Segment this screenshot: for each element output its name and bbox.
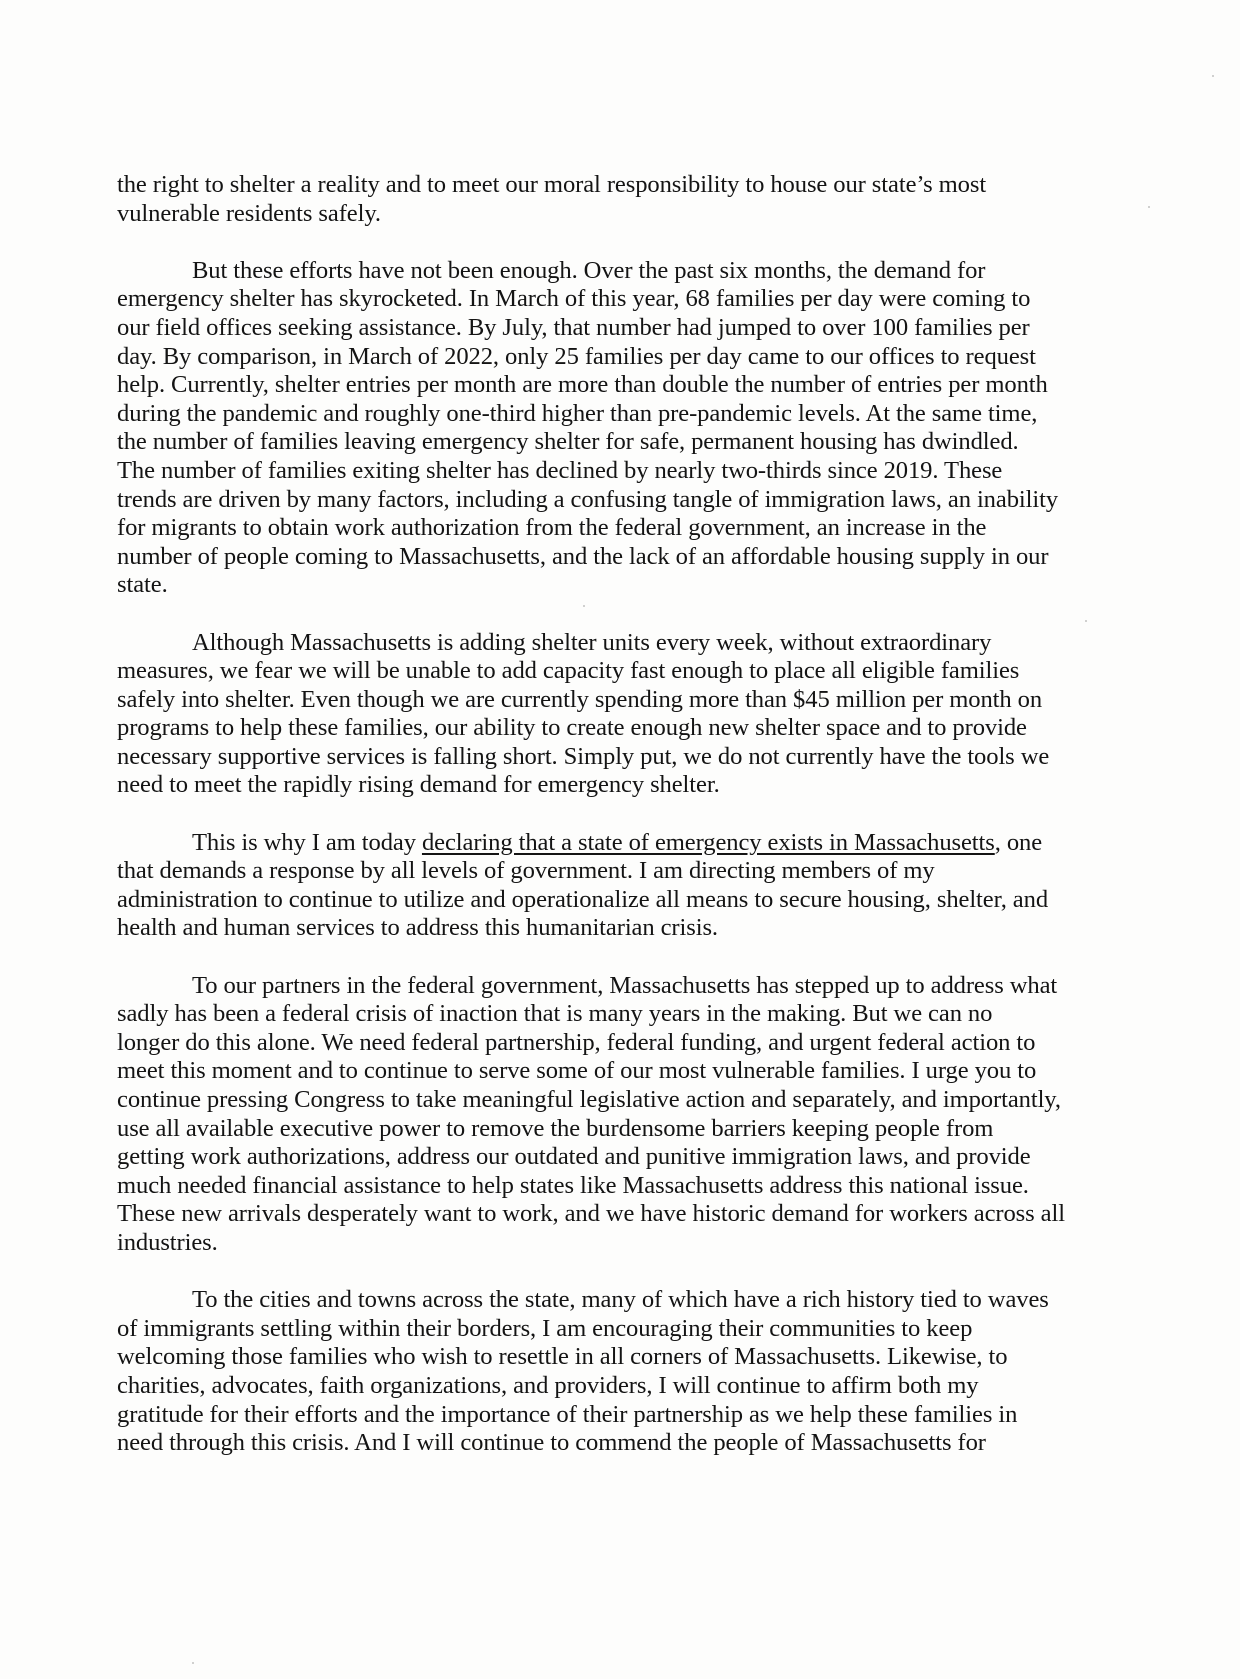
paragraph-5: [117, 972, 1117, 1258]
text-line: help. Currently, shelter entries per month are more than double the number of entries per month: [117, 371, 1048, 399]
text-line: Although Massachusetts is adding shelter units every week, without extraordinary: [192, 628, 992, 656]
text-line: The number of families exiting shelter has declined by nearly two-thirds since 2019. These: [117, 456, 1003, 484]
paragraph-1: [117, 171, 1117, 228]
text-line: emergency shelter has skyrocketed. In March of this year, 68 families per day were coming to: [117, 285, 1031, 313]
text-line: necessary supportive services is falling short. Simply put, we do not currently have the tools we: [117, 742, 1050, 770]
scan-speck: [583, 605, 585, 607]
paragraph-4: [117, 829, 1117, 943]
text-line: meet this moment and to continue to serve some of our most vulnerable families. I urge you to: [117, 1057, 1037, 1085]
text-line: To the cities and towns across the state, many of which have a rich history tied to waves: [192, 1286, 1049, 1314]
text-line: for migrants to obtain work authorization from the federal government, an increase in the: [117, 514, 987, 542]
text-line: the right to shelter a reality and to meet our moral responsibility to house our state’s most: [117, 171, 987, 198]
text-line: To our partners in the federal government, Massachusetts has stepped up to address what: [192, 971, 1058, 999]
text-line: much needed financial assistance to help states like Massachusetts address this national issue.: [117, 1171, 1029, 1199]
paragraph-3: [117, 629, 1117, 801]
letter-body: [117, 171, 1117, 1458]
text-line: charities, advocates, faith organizations, and providers, I will continue to affirm both my: [117, 1371, 979, 1399]
text-line: sadly has been a federal crisis of inaction that is many years in the making. But we can no: [117, 1000, 993, 1028]
text-line: [117, 829, 1117, 858]
scan-speck: [192, 1662, 194, 1664]
text-line: industries.: [117, 1228, 218, 1256]
text-line: need to meet the rapidly rising demand for emergency shelter.: [117, 771, 720, 799]
paragraph-2: [117, 257, 1117, 600]
emergency-declaration-text: declaring that a state of emergency exists in Massachusetts: [421, 828, 995, 856]
text-line: state.: [117, 571, 168, 599]
text-line: welcoming those families who wish to resettle in all corners of Massachusetts. Likewise, to: [117, 1343, 1008, 1371]
text-line: administration to continue to utilize and operationalize all means to secure housing, shelter, and: [117, 885, 1049, 913]
text-line: the number of families leaving emergency shelter for safe, permanent housing has dwindled.: [117, 428, 1019, 456]
text-line: These new arrivals desperately want to work, and we have historic demand for workers across all: [117, 1200, 1065, 1228]
text-line: vulnerable residents safely.: [117, 199, 381, 227]
text-line: during the pandemic and roughly one-third higher than pre-pandemic levels. At the same time,: [117, 399, 1038, 427]
text-line: need through this crisis. And I will continue to commend the people of Massachusetts for: [117, 1429, 986, 1457]
scan-speck: [1148, 206, 1150, 208]
paragraph-gap: [117, 800, 1117, 829]
text-line: health and human services to address this humanitarian crisis.: [117, 914, 718, 942]
scan-speck: [1212, 75, 1214, 77]
paragraph-gap: [117, 943, 1117, 972]
text-line: safely into shelter. Even though we are currently spending more than $45 million per month on: [117, 685, 1043, 713]
text-line: that demands a response by all levels of government. I am directing members of my: [117, 857, 935, 885]
text-line: gratitude for their efforts and the importance of their partnership as we help these families in: [117, 1400, 1018, 1428]
text-line: of immigrants settling within their borders, I am encouraging their communities to keep: [117, 1314, 973, 1342]
text-run: This is why I am today: [192, 828, 422, 856]
paragraph-gap: [117, 228, 1117, 257]
text-line: measures, we fear we will be unable to add capacity fast enough to place all eligible families: [117, 657, 1020, 685]
scan-speck: [1085, 620, 1087, 622]
text-line: use all available executive power to remove the burdensome barriers keeping people from: [117, 1114, 994, 1142]
paragraph-gap: [117, 1258, 1117, 1287]
text-line: longer do this alone. We need federal partnership, federal funding, and urgent federal action to: [117, 1028, 1036, 1056]
text-run: , one: [994, 828, 1043, 856]
paragraph-gap: [117, 600, 1117, 629]
paragraph-6: [117, 1286, 1117, 1458]
text-line: programs to help these families, our ability to create enough new shelter space and to provide: [117, 714, 1027, 742]
text-line: our field offices seeking assistance. By July, that number had jumped to over 100 families per: [117, 313, 1030, 341]
text-line: getting work authorizations, address our outdated and punitive immigration laws, and provide: [117, 1143, 1031, 1171]
text-line: trends are driven by many factors, including a confusing tangle of immigration laws, an inability: [117, 485, 1059, 513]
text-line: continue pressing Congress to take meaningful legislative action and separately, and importantly,: [117, 1086, 1061, 1113]
text-line: But these efforts have not been enough. Over the past six months, the demand for: [192, 256, 986, 284]
text-line: day. By comparison, in March of 2022, only 25 families per day came to our offices to request: [117, 342, 1036, 370]
text-line: number of people coming to Massachusetts, and the lack of an affordable housing supply in our: [117, 542, 1049, 570]
